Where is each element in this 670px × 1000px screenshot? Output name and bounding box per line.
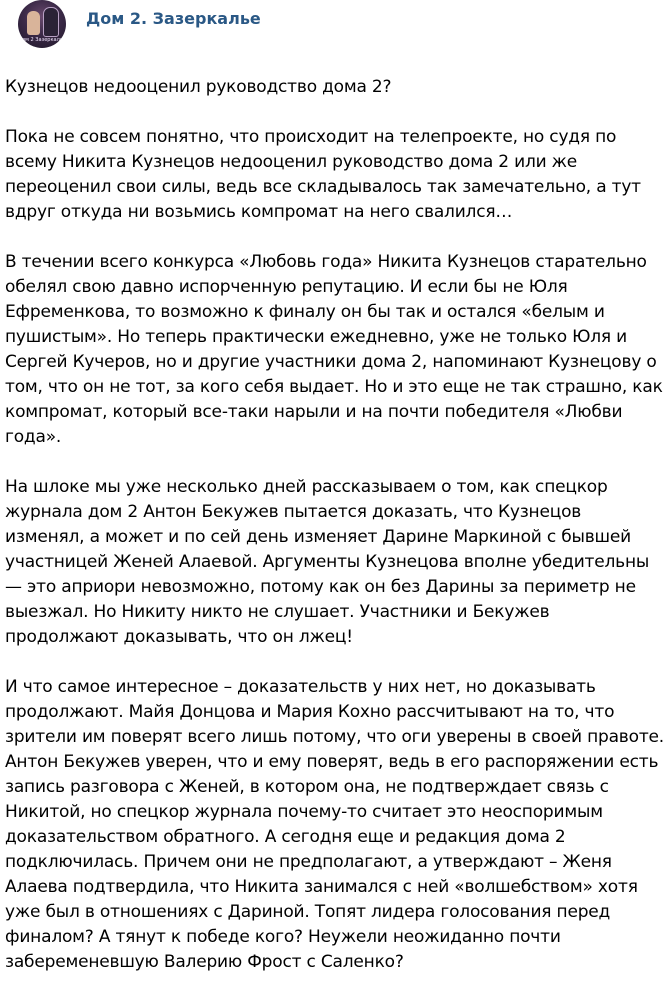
- community-name-link[interactable]: Дом 2. Зазеркалье: [86, 9, 261, 28]
- post-header: [0, 0, 670, 52]
- post-paragraph-3: На шлоке мы уже несколько дней рассказываем о том, как спецкор журнала дом 2 Антон Бекужев пытается доказать, что Кузнецов изменял, а может и по сей день изменяет Дарине Маркиной с бывшей участницей Женей Алаевой. Аргументы Кузнецова вполне убедительны — это априори невозможно, потому как он без Дарины за периметр не выезжал. Но Никиту никто не слушает. Участники и Бекужев продолжают доказывать, что он лжец!: [5, 477, 650, 647]
- avatar-figure-right: [43, 7, 59, 37]
- community-avatar[interactable]: [18, 0, 66, 48]
- post-text: [5, 75, 665, 1000]
- avatar-figure-left: [27, 11, 40, 35]
- avatar-logo-text: Дом 2 Зазеркалье: [18, 37, 66, 43]
- post-paragraph-1: Пока не совсем понятно, что происходит на телепроекте, но судя по всему Никита Кузнецов недооценил руководство дома 2 или же переоценил свои силы, ведь все складывалось так замечательно, а тут вдруг откуда ни возьмись компромат на него свалился…: [5, 127, 641, 222]
- post-paragraph-2: В течении всего конкурса «Любовь года» Никита Кузнецов старательно обелял свою давно испорченную репутацию. И если бы не Юля Ефременкова, то возможно к финалу он бы так и остался «белым и пушистым». Но теперь практически ежедневно, уже не только Юля и Сергей Кучеров, но и другие участники дома 2, напоминают Кузнецову о том, что он не тот, за кого себя выдает. Но и это еще не так страшно, как компромат, который все-таки нарыли и на почти победителя «Любви года».: [5, 252, 663, 447]
- post-paragraph-4: И что самое интересное – доказательств у них нет, но доказывать продолжают. Майя Донцова и Мария Кохно рассчитывают на то, что зрители им поверят всего лишь потому, что оги уверены в своей правоте. Антон Бекужев уверен, что и ему поверят, ведь в его распоряжении есть запись разговора с Женей, в котором она, не подтверждает связь с Никитой, но спецкор журнала почему-то считает это неоспоримым доказательством обратного. А сегодня еще и редакция дома 2 подключилась. Причем они не предполагают, а утверждают – Женя Алаева подтвердила, что Никита занимался с ней «волшебством» хотя уже был в отношениях с Дариной. Топят лидера голосования перед финалом? А тянут к победе кого? Неужели неожиданно почти забеременевшую Валерию Фрост с Саленко?: [5, 677, 664, 972]
- post-title: Кузнецов недооценил руководство дома 2?: [5, 77, 392, 97]
